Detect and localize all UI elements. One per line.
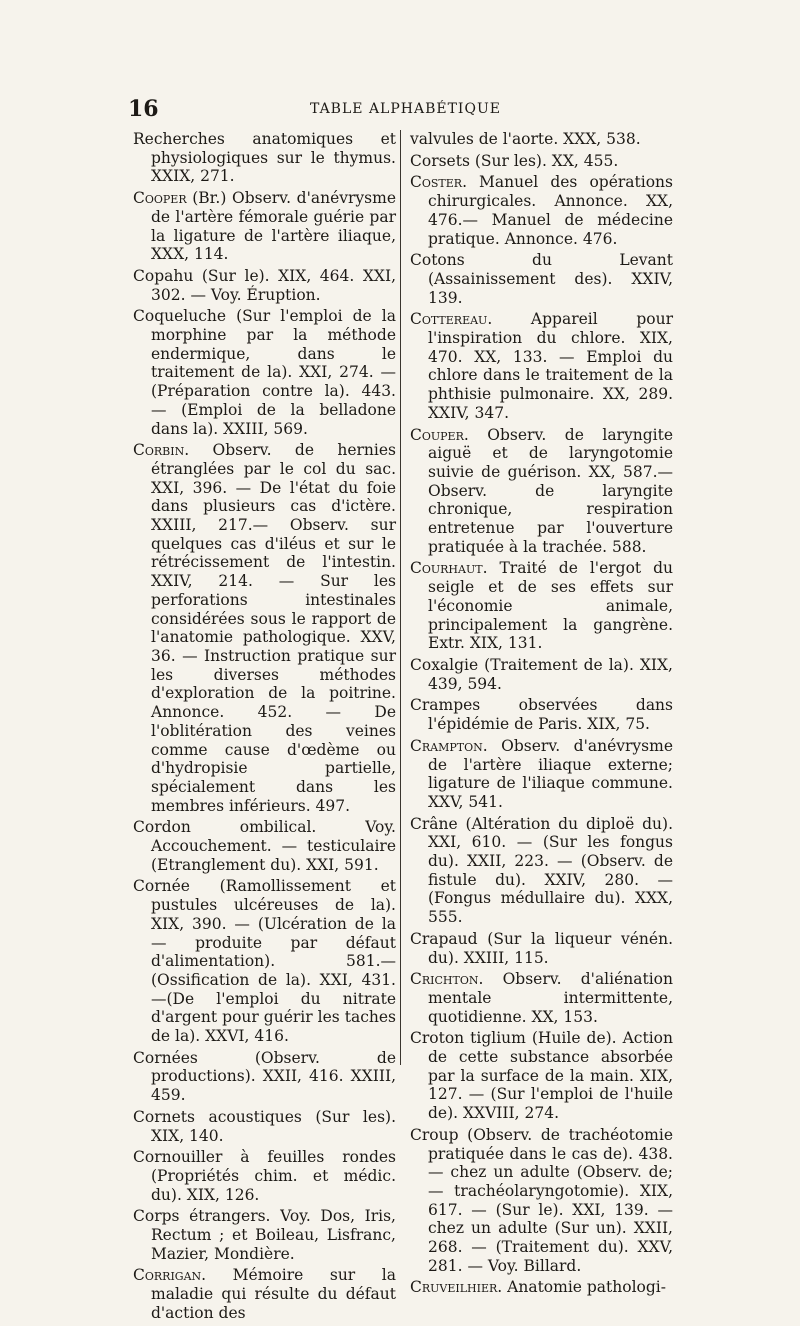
index-entry: Crampton. Observ. d'anévrysme de l'artère iliaque externe; ligature de l'iliaque commune. XXV, 541. bbox=[410, 736, 673, 811]
index-entry: Cornée (Ramollissement et pustules ulcéreuses de la). XIX, 390. — (Ulcération de la — produite par défaut d'alimentation). 581.—(Ossification de la). XXI, 431.—(De l'emploi du nitrate d'argent pour guérir les taches de la). XXVI, 416. bbox=[133, 877, 396, 1046]
right-column bbox=[410, 130, 673, 1300]
index-entry: Coxalgie (Traitement de la). XIX, 439, 594. bbox=[410, 655, 673, 693]
left-column bbox=[133, 130, 396, 1326]
index-entry: Couper. Observ. de laryngite aiguë et de laryngotomie suivie de guérison. XX, 587.— Observ. de laryngite chronique, respiration entretenue par l'ouverture pratiquée à la trachée. 588. bbox=[410, 425, 673, 556]
index-entry: Corps étrangers. Voy. Dos, Iris, Rectum ; et Boileau, Lisfranc, Mazier, Mondière. bbox=[133, 1207, 396, 1263]
index-entry: valvules de l'aorte. XXX, 538. bbox=[410, 130, 641, 148]
index-entry: Cooper (Br.) Observ. d'anévrysme de l'artère fémorale guérie par la ligature de l'artère iliaque, XXX, 114. bbox=[133, 189, 396, 264]
index-entry: Croup (Observ. de trachéotomie pratiquée dans le cas de). 438.— chez un adulte (Observ. de;— trachéolaryngotomie). XIX, 617. — (Sur le). XXI, 139. — chez un adulte (Sur un). XXII, 268. — (Traitement du). XXV, 281. — Voy. Billard. bbox=[410, 1125, 673, 1275]
index-entry: Crâne (Altération du diploë du). XXI, 610. — (Sur les fongus du). XXII, 223. — (Observ. de fistule du). XXIV, 280. — (Fongus médullaire du). XXX, 555. bbox=[410, 814, 673, 927]
index-entry: Croton tiglium (Huile de). Action de cette substance absorbée par la surface de la main. XIX, 127. — (Sur l'emploi de l'huile de). XXVIII, 274. bbox=[410, 1029, 673, 1123]
index-entry: Cottereau. Appareil pour l'inspiration du chlore. XIX, 470. XX, 133. — Emploi du chlore dans le traitement de la phthisie pulmonaire. XX, 289. XXIV, 347. bbox=[410, 310, 673, 422]
index-entry: Corrigan. Mémoire sur la maladie qui résulte du défaut d'action des bbox=[133, 1266, 396, 1322]
index-entry: Crampes observées dans l'épidémie de Paris. XIX, 75. bbox=[410, 696, 673, 734]
index-entry: Cornets acoustiques (Sur les). XIX, 140. bbox=[133, 1107, 396, 1145]
index-entry: Coster. Manuel des opérations chirurgicales. Annonce. XX, 476.— Manuel de médecine pratique. Annonce. 476. bbox=[410, 173, 673, 248]
index-entry: Cruveilhier. Anatomie pathologi- bbox=[410, 1278, 666, 1297]
index-entry: Corsets (Sur les). XX, 455. bbox=[410, 151, 619, 170]
index-entry: Cotons du Levant (Assainissement des). XXIV, 139. bbox=[410, 251, 673, 307]
index-entry: Crichton. Observ. d'aliénation mentale intermittente, quotidienne. XX, 153. bbox=[410, 970, 673, 1026]
column-divider bbox=[400, 130, 401, 1065]
index-entry: Crapaud (Sur la liqueur vénén. du). XXIII, 115. bbox=[410, 929, 673, 967]
index-entry: Cordon ombilical. Voy. Accouchement. — testiculaire (Etranglement du). XXI, 591. bbox=[133, 818, 396, 874]
index-entry: Corbin. Observ. de hernies étranglées par le col du sac. XXI, 396. — De l'état du foie dans plusieurs cas d'ictère. XXIII, 217.— Observ. sur quelques cas d'iléus et sur le rétrécissement de l'intestin. XXIV, 214. — Sur les perforations intestinales considérées sous le rapport de l'anatomie pathologique. XXV, 36. — Instruction pratique sur les diverses méthodes d'exploration de la poitrine. Annonce. 452. — De l'oblitération des veines comme cause d'œdème ou d'hydropisie partielle, spécialement dans les membres inférieurs. 497. bbox=[133, 441, 396, 815]
index-entry: Cornouiller à feuilles rondes (Propriétés chim. et médic. du). XIX, 126. bbox=[133, 1148, 396, 1204]
running-head: TABLE ALPHABÉTIQUE bbox=[310, 101, 501, 117]
index-entry: Copahu (Sur le). XIX, 464. XXI, 302. — Voy. Éruption. bbox=[133, 266, 396, 304]
index-entry: Cornées (Observ. de productions). XXII, 416. XXIII, 459. bbox=[133, 1048, 396, 1105]
index-entry: Coqueluche (Sur l'emploi de la morphine par la méthode endermique, dans le traitement de la). XXI, 274. — (Préparation contre la). 443. — (Emploi de la belladone dans la). XXIII, 569. bbox=[133, 307, 396, 438]
page-number: 16 bbox=[128, 96, 159, 122]
index-entry: Courhaut. Traité de l'ergot du seigle et de ses effets sur l'économie animale, principalement la gangrène. Extr. XIX, 131. bbox=[410, 559, 673, 653]
index-entry: Recherches anatomiques et physiologiques sur le thymus. XXIX, 271. bbox=[133, 130, 396, 186]
